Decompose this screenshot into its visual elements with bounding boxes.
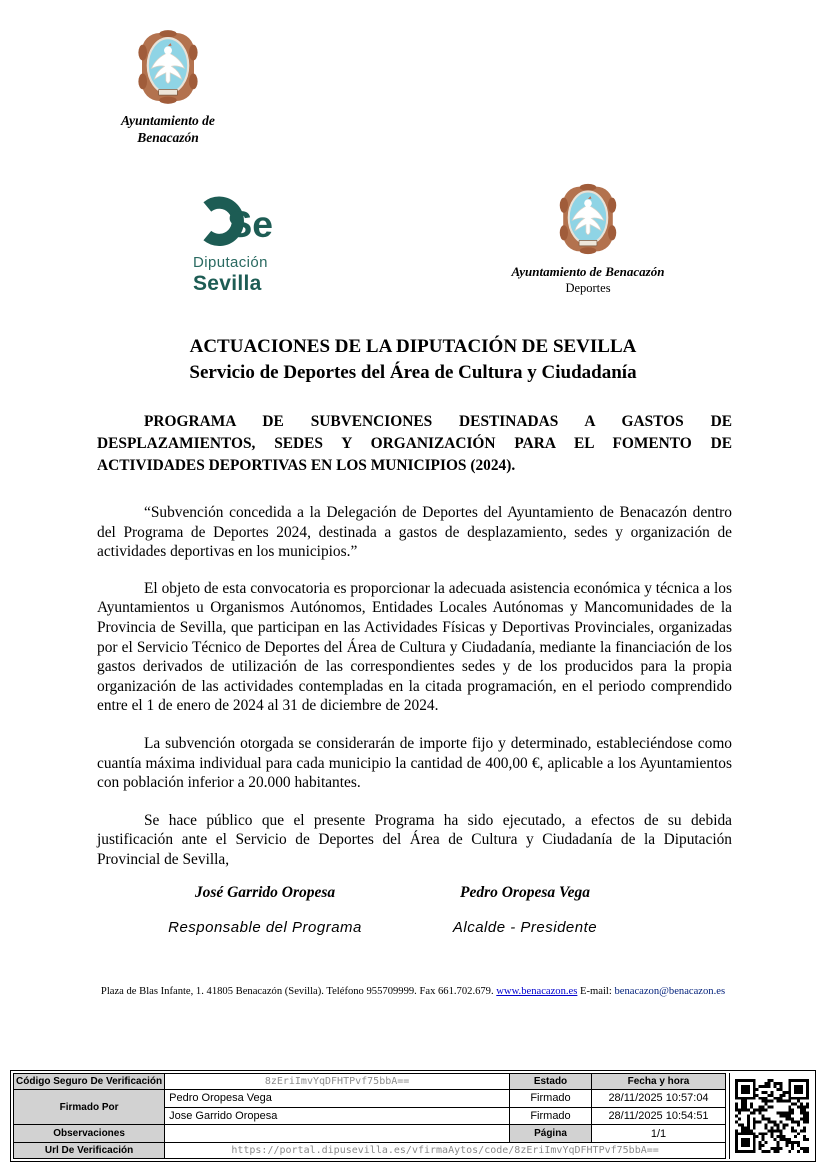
sevilla-label: Sevilla (193, 272, 262, 295)
url-label: Url De Verificación (14, 1142, 165, 1158)
paragraph-amount: La subvención otorgada se considerarán de importe fijo y determinado, estableciéndose como cuantía máxima individual para cada municipio la cantidad de 400,00 €, aplicable a los Ayuntamientos con población inferior a 20.000 habitantes. (97, 734, 732, 792)
qr-code-icon (735, 1079, 809, 1153)
csv-label: Código Seguro De Verificación (14, 1074, 165, 1090)
header-logo-block (103, 28, 233, 147)
observaciones-value (165, 1125, 510, 1143)
signer-name-cell: Pedro Oropesa Vega (165, 1090, 510, 1108)
signer-name: Pedro Oropesa Vega (459, 884, 591, 901)
pagina-label: Página (510, 1125, 592, 1143)
signer-date-cell: 28/11/2025 10:54:51 (592, 1107, 726, 1125)
header-logo-caption (103, 113, 233, 147)
signature-right (395, 884, 655, 936)
email-label: E-mail: (577, 986, 615, 997)
website-link[interactable]: www.benacazon.es (496, 986, 578, 997)
table-row (14, 1090, 726, 1108)
csv-value: 8zEriImvYqDFHTPvf75bbA== (165, 1074, 510, 1090)
address-text: Plaza de Blas Infante, 1. 41805 Benacazón (Sevilla). Teléfono 955709999. Fax 661.702.679. (100, 986, 497, 997)
signer-role: Responsable del Programa (168, 919, 362, 936)
observaciones-label: Observaciones (14, 1125, 165, 1143)
paragraph-object: El objeto de esta convocatoria es proporcionar la adecuada asistencia económica y técnica a los Ayuntamientos u Organismos Autónomos, Entidades Locales Autónomas y Mancomunidades de la Provincia de Sevilla, que participan en las Actividades Físicas y Deportivas Provinciales, organizadas por el Servicio Técnico de Deportes del Área de Cultura y Ciudadanía, mediante la financiación de los gastos derivados de utilización de las correspondientes sedes y de los producidos para la propia organización de las actividades contempladas en la citada programación, en el periodo comprendido entre el 1 de enero de 2024 al 31 de diciembre de 2024. (97, 579, 732, 715)
signer-status-cell: Firmado (510, 1090, 592, 1108)
signer-date-cell: 28/11/2025 10:57:04 (592, 1090, 726, 1108)
header-logo-caption-line1: Ayuntamiento de (121, 113, 215, 128)
fecha-label: Fecha y hora (592, 1074, 726, 1090)
verification-panel (10, 1070, 816, 1162)
diputacion-sevilla-logo (193, 194, 293, 296)
table-row (14, 1074, 726, 1090)
paragraph-public-notice: Se hace público que el presente Programa ha sido ejecutado, a efectos de su debida justificación ante el Servicio de Deportes del Área de Cultura y Ciudadanía de la Diputación Provincial de Sevilla, (97, 811, 732, 868)
header-logo-caption-line2: Benacazón (137, 129, 199, 145)
signer-role: Alcalde - Presidente (452, 919, 598, 936)
signer-name: José Garrido Oropesa (194, 884, 336, 901)
deportes-logo-caption: Ayuntamiento de Benacazón (511, 264, 665, 279)
signer-name-cell: Jose Garrido Oropesa (165, 1107, 510, 1125)
document-title (0, 334, 826, 386)
dse-logo-letters: Se (227, 203, 273, 246)
document-title-line2: Servicio de Deportes del Área de Cultura y Ciudadanía (189, 362, 637, 383)
benacazon-crest-icon (557, 181, 619, 257)
dse-logo-mark-icon (193, 194, 279, 250)
document-title-line1: ACTUACIONES DE LA DIPUTACIÓN DE SEVILLA (189, 336, 637, 357)
pagina-value: 1/1 (592, 1125, 726, 1143)
diputacion-label: Diputación (193, 254, 268, 271)
benacazon-deportes-logo (502, 181, 674, 296)
table-row (14, 1142, 726, 1158)
table-row (14, 1125, 726, 1143)
estado-label: Estado (510, 1074, 592, 1090)
qr-code-cell (729, 1073, 813, 1159)
document-body (97, 411, 732, 888)
verification-url[interactable]: https://portal.dipusevilla.es/vfirmaAytos/code/8zEriImvYqDFHTPvf75bbA== (165, 1142, 726, 1158)
firmado-por-label: Firmado Por (14, 1090, 165, 1125)
signature-section (135, 884, 655, 936)
deportes-logo-sub: Deportes (565, 280, 611, 295)
footer-address (0, 986, 826, 997)
signature-left (135, 884, 395, 936)
signer-status-cell: Firmado (510, 1107, 592, 1125)
program-heading: PROGRAMA DE SUBVENCIONES DESTINADAS A GASTOS DE DESPLAZAMIENTOS, SEDES Y ORGANIZACIÓN PARA EL FOMENTO DE ACTIVIDADES DEPORTIVAS EN LOS MUNICIPIOS (2024). (97, 413, 732, 474)
verification-table (13, 1073, 726, 1159)
paragraph-quote: “Subvención concedida a la Delegación de Deportes del Ayuntamiento de Benacazón dentro del Programa de Deportes 2024, destinada a gastos de desplazamiento, sedes y organización de actividades deportivas en los municipios.” (97, 504, 732, 561)
email-link[interactable]: benacazon@benacazon.es (614, 986, 726, 997)
benacazon-crest-icon (132, 28, 204, 106)
